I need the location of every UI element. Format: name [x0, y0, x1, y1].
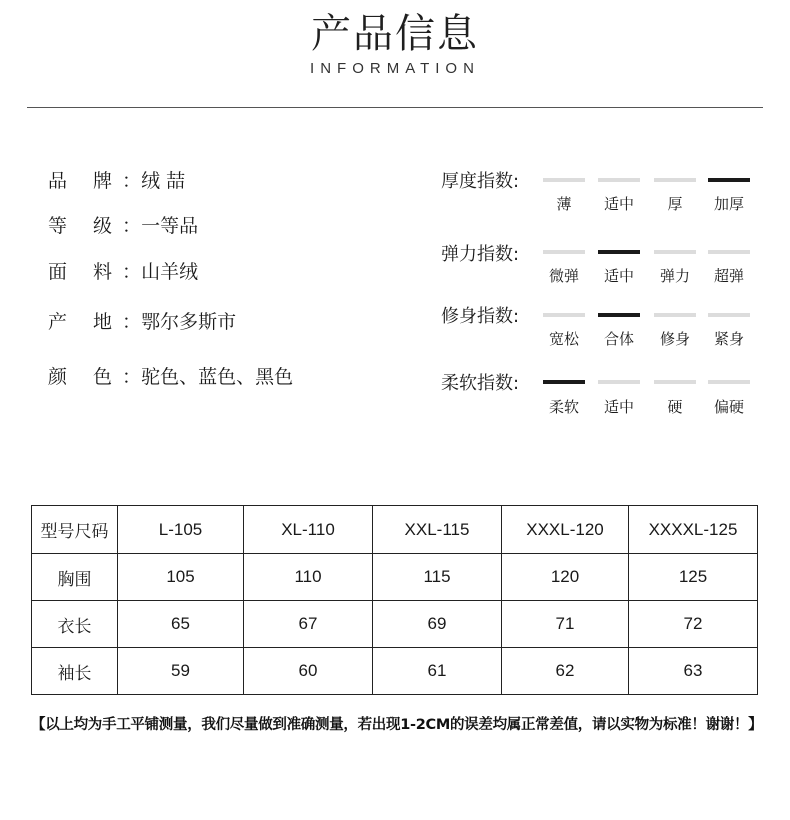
index-option: 厚 [667, 195, 683, 213]
info-value: 一等品 [141, 215, 199, 237]
index-bar [598, 178, 640, 182]
index-bar [543, 178, 585, 182]
index-bar [543, 250, 585, 254]
index-bar [543, 313, 585, 317]
info-label: 等 级 [48, 215, 123, 237]
table-cell: 115 [373, 554, 502, 601]
index-label: 厚度指数: [441, 171, 520, 192]
index-bar [654, 380, 696, 384]
table-row [32, 601, 758, 648]
measurement-note: 【以上均为手工平铺测量，我们尽量做到准确测量，若出现1-2CM的误差均属正常差值，请以实物为标准！谢谢！】 [31, 717, 763, 733]
info-row-fabric: 面 料：山羊绒 [48, 257, 198, 284]
table-cell: 125 [629, 554, 758, 601]
table-header-cell: XXXL-120 [502, 506, 629, 554]
table-row [32, 648, 758, 695]
table-cell: 63 [629, 648, 758, 695]
index-bar [654, 178, 696, 182]
index-option: 弹力 [659, 267, 690, 285]
table-header-row [32, 506, 758, 554]
index-label: 柔软指数: [441, 373, 520, 394]
index-bar [708, 178, 750, 182]
info-row-color: 颜 色：驼色、蓝色、黑色 [48, 362, 293, 389]
index-bar [598, 250, 640, 254]
info-row-origin: 产 地：鄂尔多斯市 [48, 307, 236, 334]
table-row-label: 衣长 [32, 601, 118, 648]
index-bar [708, 313, 750, 317]
index-bar [598, 313, 640, 317]
size-table [31, 505, 758, 695]
table-header-cell: XXXXL-125 [629, 506, 758, 554]
table-header-cell: 型号尺码 [32, 506, 118, 554]
index-option: 紧身 [713, 330, 744, 348]
table-header-cell: L-105 [118, 506, 244, 554]
index-label: 修身指数: [441, 306, 520, 327]
table-header-cell: XL-110 [244, 506, 373, 554]
table-cell: 71 [502, 601, 629, 648]
index-option: 修身 [659, 330, 690, 348]
table-cell: 120 [502, 554, 629, 601]
table-cell: 105 [118, 554, 244, 601]
divider [27, 107, 763, 108]
table-row-label: 袖长 [32, 648, 118, 695]
page-title: 产品信息 [311, 11, 479, 57]
index-option: 薄 [556, 195, 572, 213]
index-option: 硬 [667, 398, 683, 416]
index-bar [708, 250, 750, 254]
table-cell: 65 [118, 601, 244, 648]
index-option: 加厚 [713, 195, 744, 213]
index-option: 宽松 [548, 330, 579, 348]
info-label: 产 地 [48, 311, 123, 333]
index-bar [598, 380, 640, 384]
info-label: 颜 色 [48, 366, 123, 388]
index-option: 偏硬 [713, 398, 744, 416]
table-cell: 59 [118, 648, 244, 695]
table-row-label: 胸围 [32, 554, 118, 601]
table-row [32, 554, 758, 601]
index-option: 柔软 [548, 398, 579, 416]
index-bar [543, 380, 585, 384]
index-option: 合体 [603, 330, 634, 348]
info-value: 鄂尔多斯市 [141, 311, 237, 333]
info-value: 绒 喆 [141, 170, 186, 192]
table-header-cell: XXL-115 [373, 506, 502, 554]
index-option: 适中 [603, 267, 634, 285]
table-cell: 110 [244, 554, 373, 601]
index-option: 超弹 [713, 267, 744, 285]
index-label: 弹力指数: [441, 244, 520, 265]
index-bar [654, 250, 696, 254]
table-cell: 62 [502, 648, 629, 695]
table-cell: 69 [373, 601, 502, 648]
index-option: 微弹 [548, 267, 579, 285]
info-row-brand: 品 牌：绒 喆 [48, 166, 185, 193]
info-value: 驼色、蓝色、黑色 [141, 366, 294, 388]
info-row-grade: 等 级：一等品 [48, 211, 198, 238]
index-bar [708, 380, 750, 384]
index-option: 适中 [603, 195, 634, 213]
table-cell: 72 [629, 601, 758, 648]
table-cell: 61 [373, 648, 502, 695]
table-cell: 60 [244, 648, 373, 695]
info-value: 山羊绒 [141, 261, 199, 283]
info-label: 品 牌 [48, 170, 123, 192]
index-option: 适中 [603, 398, 634, 416]
index-bar [654, 313, 696, 317]
info-label: 面 料 [48, 261, 123, 283]
page-subtitle: INFORMATION [310, 60, 480, 77]
table-cell: 67 [244, 601, 373, 648]
